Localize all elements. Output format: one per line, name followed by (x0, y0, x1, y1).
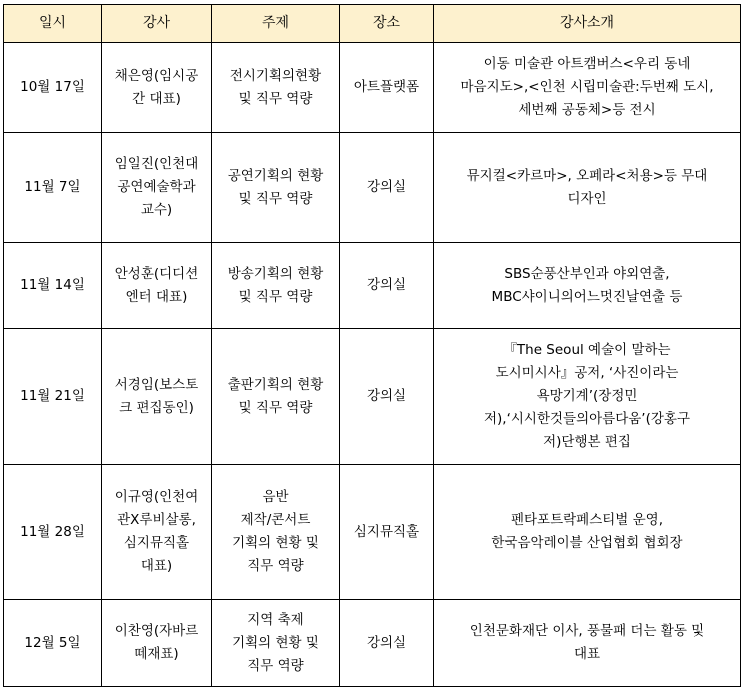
intro-line: SBS순풍산부인과 야외연출, (504, 265, 670, 282)
cell-place: 강의실 (340, 133, 434, 243)
cell-date: 11월 14일 (4, 243, 102, 329)
topic-line: 직무 역량 (247, 558, 304, 574)
topic-line: 및 직무 역량 (238, 288, 313, 305)
topic-line: 제작/콘서트 (240, 512, 311, 528)
topic-line: 및 직무 역량 (238, 190, 313, 207)
header-place: 장소 (340, 5, 434, 43)
intro-line: 저)단행본 편집 (543, 434, 631, 450)
cell-topic (212, 600, 340, 687)
header-date: 일시 (4, 5, 102, 43)
table-row (4, 600, 741, 687)
intro-line: MBC샤이니의어느멋진날연출 등 (491, 288, 683, 305)
cell-date: 11월 7일 (4, 133, 102, 243)
speaker-line: 크 편집동인) (119, 399, 194, 416)
header-intro: 강사소개 (434, 5, 741, 43)
cell-topic (212, 465, 340, 600)
cell-speaker (102, 133, 212, 243)
cell-intro (434, 133, 741, 243)
intro-line: 도시미시사』공저, ‘사진이라는 (495, 365, 679, 381)
table-row (4, 243, 741, 329)
speaker-line: 대표) (140, 558, 173, 574)
intro-line: 이동 미술관 아트캠버스<우리 동네 (483, 56, 691, 72)
topic-line: 지역 축제 (247, 611, 304, 628)
cell-speaker (102, 329, 212, 465)
topic-line: 기획의 현황 및 (232, 634, 319, 651)
speaker-line: 교수) (140, 202, 173, 218)
speaker-line: 임일진(인천대 (114, 156, 199, 172)
cell-topic (212, 329, 340, 465)
cell-topic (212, 43, 340, 133)
topic-line: 음반 (262, 489, 289, 505)
cell-place: 심지뮤직홀 (340, 465, 434, 600)
speaker-line: 관X루비살롱, (117, 512, 196, 528)
lecture-schedule-table (3, 4, 741, 687)
intro-line: 마음지도>,<인천 시립미술관:두번째 도시, (460, 79, 714, 95)
topic-line: 공연기획의 현황 (227, 167, 324, 184)
topic-line: 전시기획의현황 (229, 67, 322, 84)
cell-place: 아트플랫폼 (340, 43, 434, 133)
cell-place: 강의실 (340, 600, 434, 687)
cell-speaker (102, 243, 212, 329)
cell-intro (434, 329, 741, 465)
speaker-line: 안성훈(디디션 (114, 265, 199, 282)
speaker-line: 엔터 대표) (125, 288, 188, 305)
intro-line: 뮤지컬<카르마>, 오페라<처용>등 무대 (466, 167, 708, 184)
speaker-line: 이찬영(자바르 (114, 623, 199, 639)
topic-line: 기획의 현황 및 (232, 535, 319, 551)
table-row (4, 133, 741, 243)
intro-line: 『The Seoul 예술이 말하는 (503, 342, 671, 358)
cell-topic (212, 133, 340, 243)
speaker-line: 간 대표) (132, 90, 181, 107)
topic-line: 및 직무 역량 (238, 399, 313, 416)
cell-speaker (102, 465, 212, 600)
cell-speaker (102, 600, 212, 687)
header-row (4, 5, 741, 43)
table-row (4, 329, 741, 465)
intro-line: 인천문화재단 이사, 풍물패 더는 활동 및 (469, 623, 705, 639)
cell-date: 12월 5일 (4, 600, 102, 687)
intro-line: 대표 (573, 646, 601, 662)
cell-place: 강의실 (340, 243, 434, 329)
intro-line: 저),‘시시한것들의아름다움’(강홍구 (484, 411, 690, 427)
speaker-line: 이규영(인천여 (114, 489, 199, 505)
cell-intro (434, 43, 741, 133)
intro-line: 욕망기계’(장정민 (536, 388, 638, 404)
cell-date: 11월 21일 (4, 329, 102, 465)
topic-line: 출판기획의 현황 (227, 376, 324, 393)
cell-place: 강의실 (340, 329, 434, 465)
intro-line: 세번째 공동체>등 전시 (518, 102, 656, 118)
speaker-line: 공연예술학과 (117, 179, 196, 195)
speaker-line: 채은영(임시공 (114, 67, 199, 84)
cell-date: 11월 28일 (4, 465, 102, 600)
table-row (4, 43, 741, 133)
cell-intro (434, 600, 741, 687)
topic-line: 직무 역량 (247, 657, 304, 674)
cell-topic (212, 243, 340, 329)
topic-line: 및 직무 역량 (238, 90, 313, 107)
header-topic: 주제 (212, 5, 340, 43)
header-speaker: 강사 (102, 5, 212, 43)
cell-intro (434, 465, 741, 600)
topic-line: 방송기획의 현황 (227, 265, 324, 282)
intro-line: 한국음악레이블 산업협회 협회장 (491, 535, 683, 551)
intro-line: 디자인 (567, 190, 607, 207)
table-row (4, 465, 741, 600)
cell-intro (434, 243, 741, 329)
cell-speaker (102, 43, 212, 133)
speaker-line: 서경임(보스토 (114, 376, 199, 393)
speaker-line: 심지뮤직홀 (123, 535, 190, 551)
speaker-line: 떼재표) (134, 646, 179, 662)
cell-date: 10월 17일 (4, 43, 102, 133)
intro-line: 펜타포트락페스티벌 운영, (510, 512, 664, 528)
